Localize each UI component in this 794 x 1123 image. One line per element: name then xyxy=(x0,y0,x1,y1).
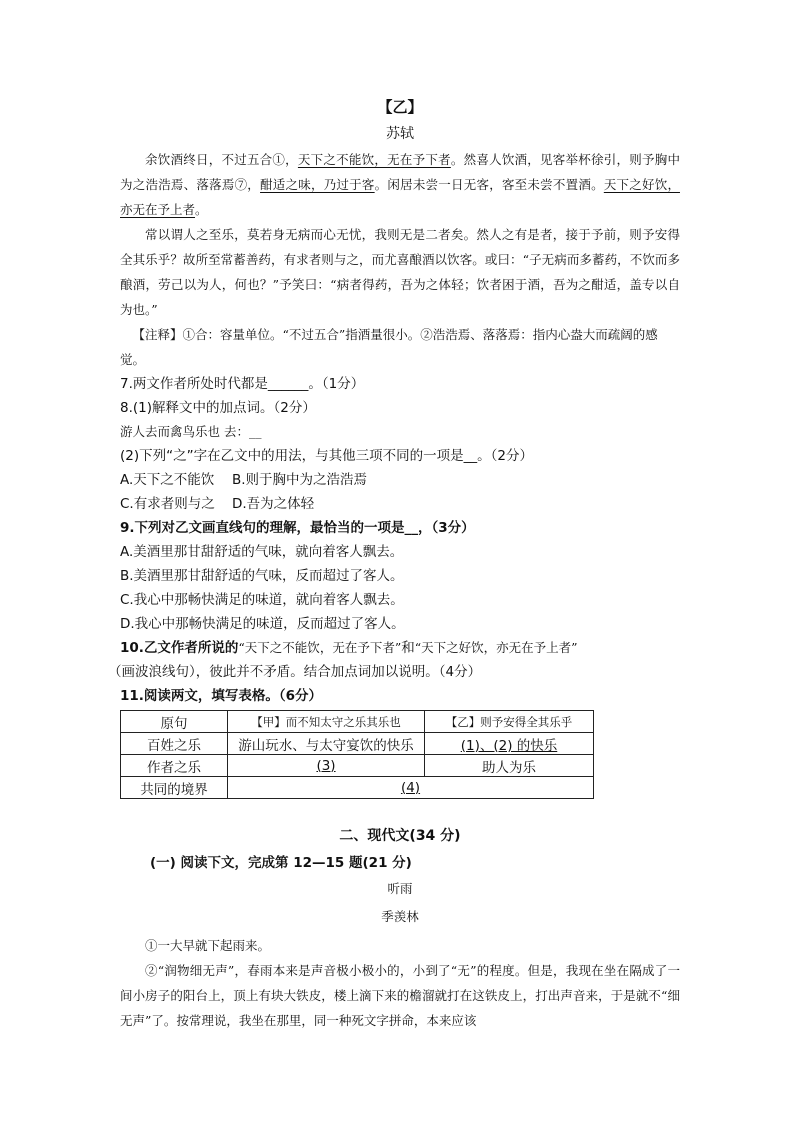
table-cell: 共同的境界 xyxy=(121,777,228,799)
option-a: A.天下之不能饮 xyxy=(120,472,215,488)
option-d: D.吾为之体轻 xyxy=(232,496,315,512)
option-b: B.则于胸中为之浩浩焉 xyxy=(232,472,368,488)
question-8: 8.(1)解释文中的加点词。（2分） xyxy=(120,400,316,416)
table-row xyxy=(121,733,594,755)
page xyxy=(108,96,680,1033)
table-cell: (3) xyxy=(228,755,425,777)
question-9: 9.下列对乙文画直线句的理解，最恰当的一项是__，（3分） xyxy=(120,520,475,536)
table-cell: 助人为乐 xyxy=(425,755,594,777)
passage-title: 【乙】 xyxy=(377,98,423,116)
table-cell: (4) xyxy=(228,777,594,799)
question-8-options-ab xyxy=(120,468,680,492)
table-cell: 作者之乐 xyxy=(121,755,228,777)
question-9-option-a: A.美酒里那甘甜舒适的气味，就向着客人飘去。 xyxy=(120,544,404,560)
table-cell: 原句 xyxy=(121,711,228,733)
underlined-sentence-2: 酣适之味，乃过于客 xyxy=(260,177,375,192)
question-9-option-b: B.美酒里那甘甜舒适的气味，反而超过了客人。 xyxy=(120,568,404,584)
passage-paragraph-1: 余饮酒终日，不过五合①，天下之不能饮，无在予下者。然喜人饮酒，见客举杯徐引，则予胸中为之浩浩焉、落落焉⑦，酣适之味，乃过于客。闲居未尝一日无客，客至未尝不置酒。天下之好饮，亦无在予上者。 xyxy=(120,152,680,217)
table-row xyxy=(121,755,594,777)
question-9-option-c: C.我心中那畅快满足的味道，就向着客人飘去。 xyxy=(120,592,404,608)
section-subtitle: (一) 阅读下文，完成第 12—15 题(21 分) xyxy=(150,855,412,871)
question-8-options-cd xyxy=(120,492,680,516)
essay-author: 季羡林 xyxy=(381,909,419,924)
table-row xyxy=(121,777,594,799)
question-7: 7.两文作者所处时代都是______。（1分） xyxy=(120,376,365,392)
question-8-2: (2)下列“之”字在乙文中的用法，与其他三项不同的一项是__。（2分） xyxy=(120,448,533,464)
annotation: 【注释】①合：容量单位。“不过五合”指酒量很小。②浩浩焉、落落焉：指内心盎大而疏阔的感觉。 xyxy=(120,327,658,367)
question-10: 10.乙文作者所说的“天下之不能饮，无在予下者”和“天下之好饮，亦无在予上者” xyxy=(120,640,578,656)
table-cell: 百姓之乐 xyxy=(121,733,228,755)
table-cell: 【甲】而不知太守之乐其乐也 xyxy=(228,711,425,733)
question-8-sub: 游人去而禽鸟乐也 去：__ xyxy=(120,424,262,439)
passage-author: 苏轼 xyxy=(386,126,414,142)
essay-title: 听雨 xyxy=(387,881,413,896)
underlined-sentence-1: 天下之不能饮，无在予下者 xyxy=(297,152,451,167)
table-cell: 游山玩水、与太守宴饮的快乐 xyxy=(228,733,425,755)
question-11: 11.阅读两文，填写表格。（6分） xyxy=(120,688,323,704)
table-cell: (1)、(2) 的快乐 xyxy=(425,733,594,755)
answer-table xyxy=(120,710,594,799)
passage-paragraph-2: 常以谓人之至乐，莫若身无病而心无忧，我则无是二者矣。然人之有是者，接于予前，则予安得全其乐乎？故所至常蓄善药，有求者则与之，而尤喜酿酒以饮客。或曰：“子无病而多蓄药，不饮而多酿酒，劳己以为人，何也？”予笑曰：“病者得药，吾为之体轻；饮者困于酒，吾为之酣适，盖专以自为也。” xyxy=(120,227,680,317)
table-cell: 【乙】则予安得全其乐乎 xyxy=(425,711,594,733)
essay-paragraph-2: ②“润物细无声”，春雨本来是声音极小极小的，小到了“无”的程度。但是，我现在坐在隔成了一间小房子的阳台上，顶上有块大铁皮，楼上滴下来的檐溜就打在这铁皮上，打出声音来，于是就不“细无声”了。按常理说，我坐在那里，同一种死文字拼命，本来应该 xyxy=(120,963,680,1028)
question-10-cont: （画波浪线句），彼此并不矛盾。结合加点词加以说明。（4分） xyxy=(108,664,482,680)
question-9-option-d: D.我心中那畅快满足的味道，反而超过了客人。 xyxy=(120,616,405,632)
section-title: 二、现代文(34 分) xyxy=(339,828,461,844)
essay-paragraph-1: ①一大早就下起雨来。 xyxy=(145,938,271,953)
underlined-sentence-3: 天下之好饮，亦无在予上者 xyxy=(120,177,680,217)
table-header-row xyxy=(121,711,594,733)
option-c: C.有求者则与之 xyxy=(120,496,215,512)
